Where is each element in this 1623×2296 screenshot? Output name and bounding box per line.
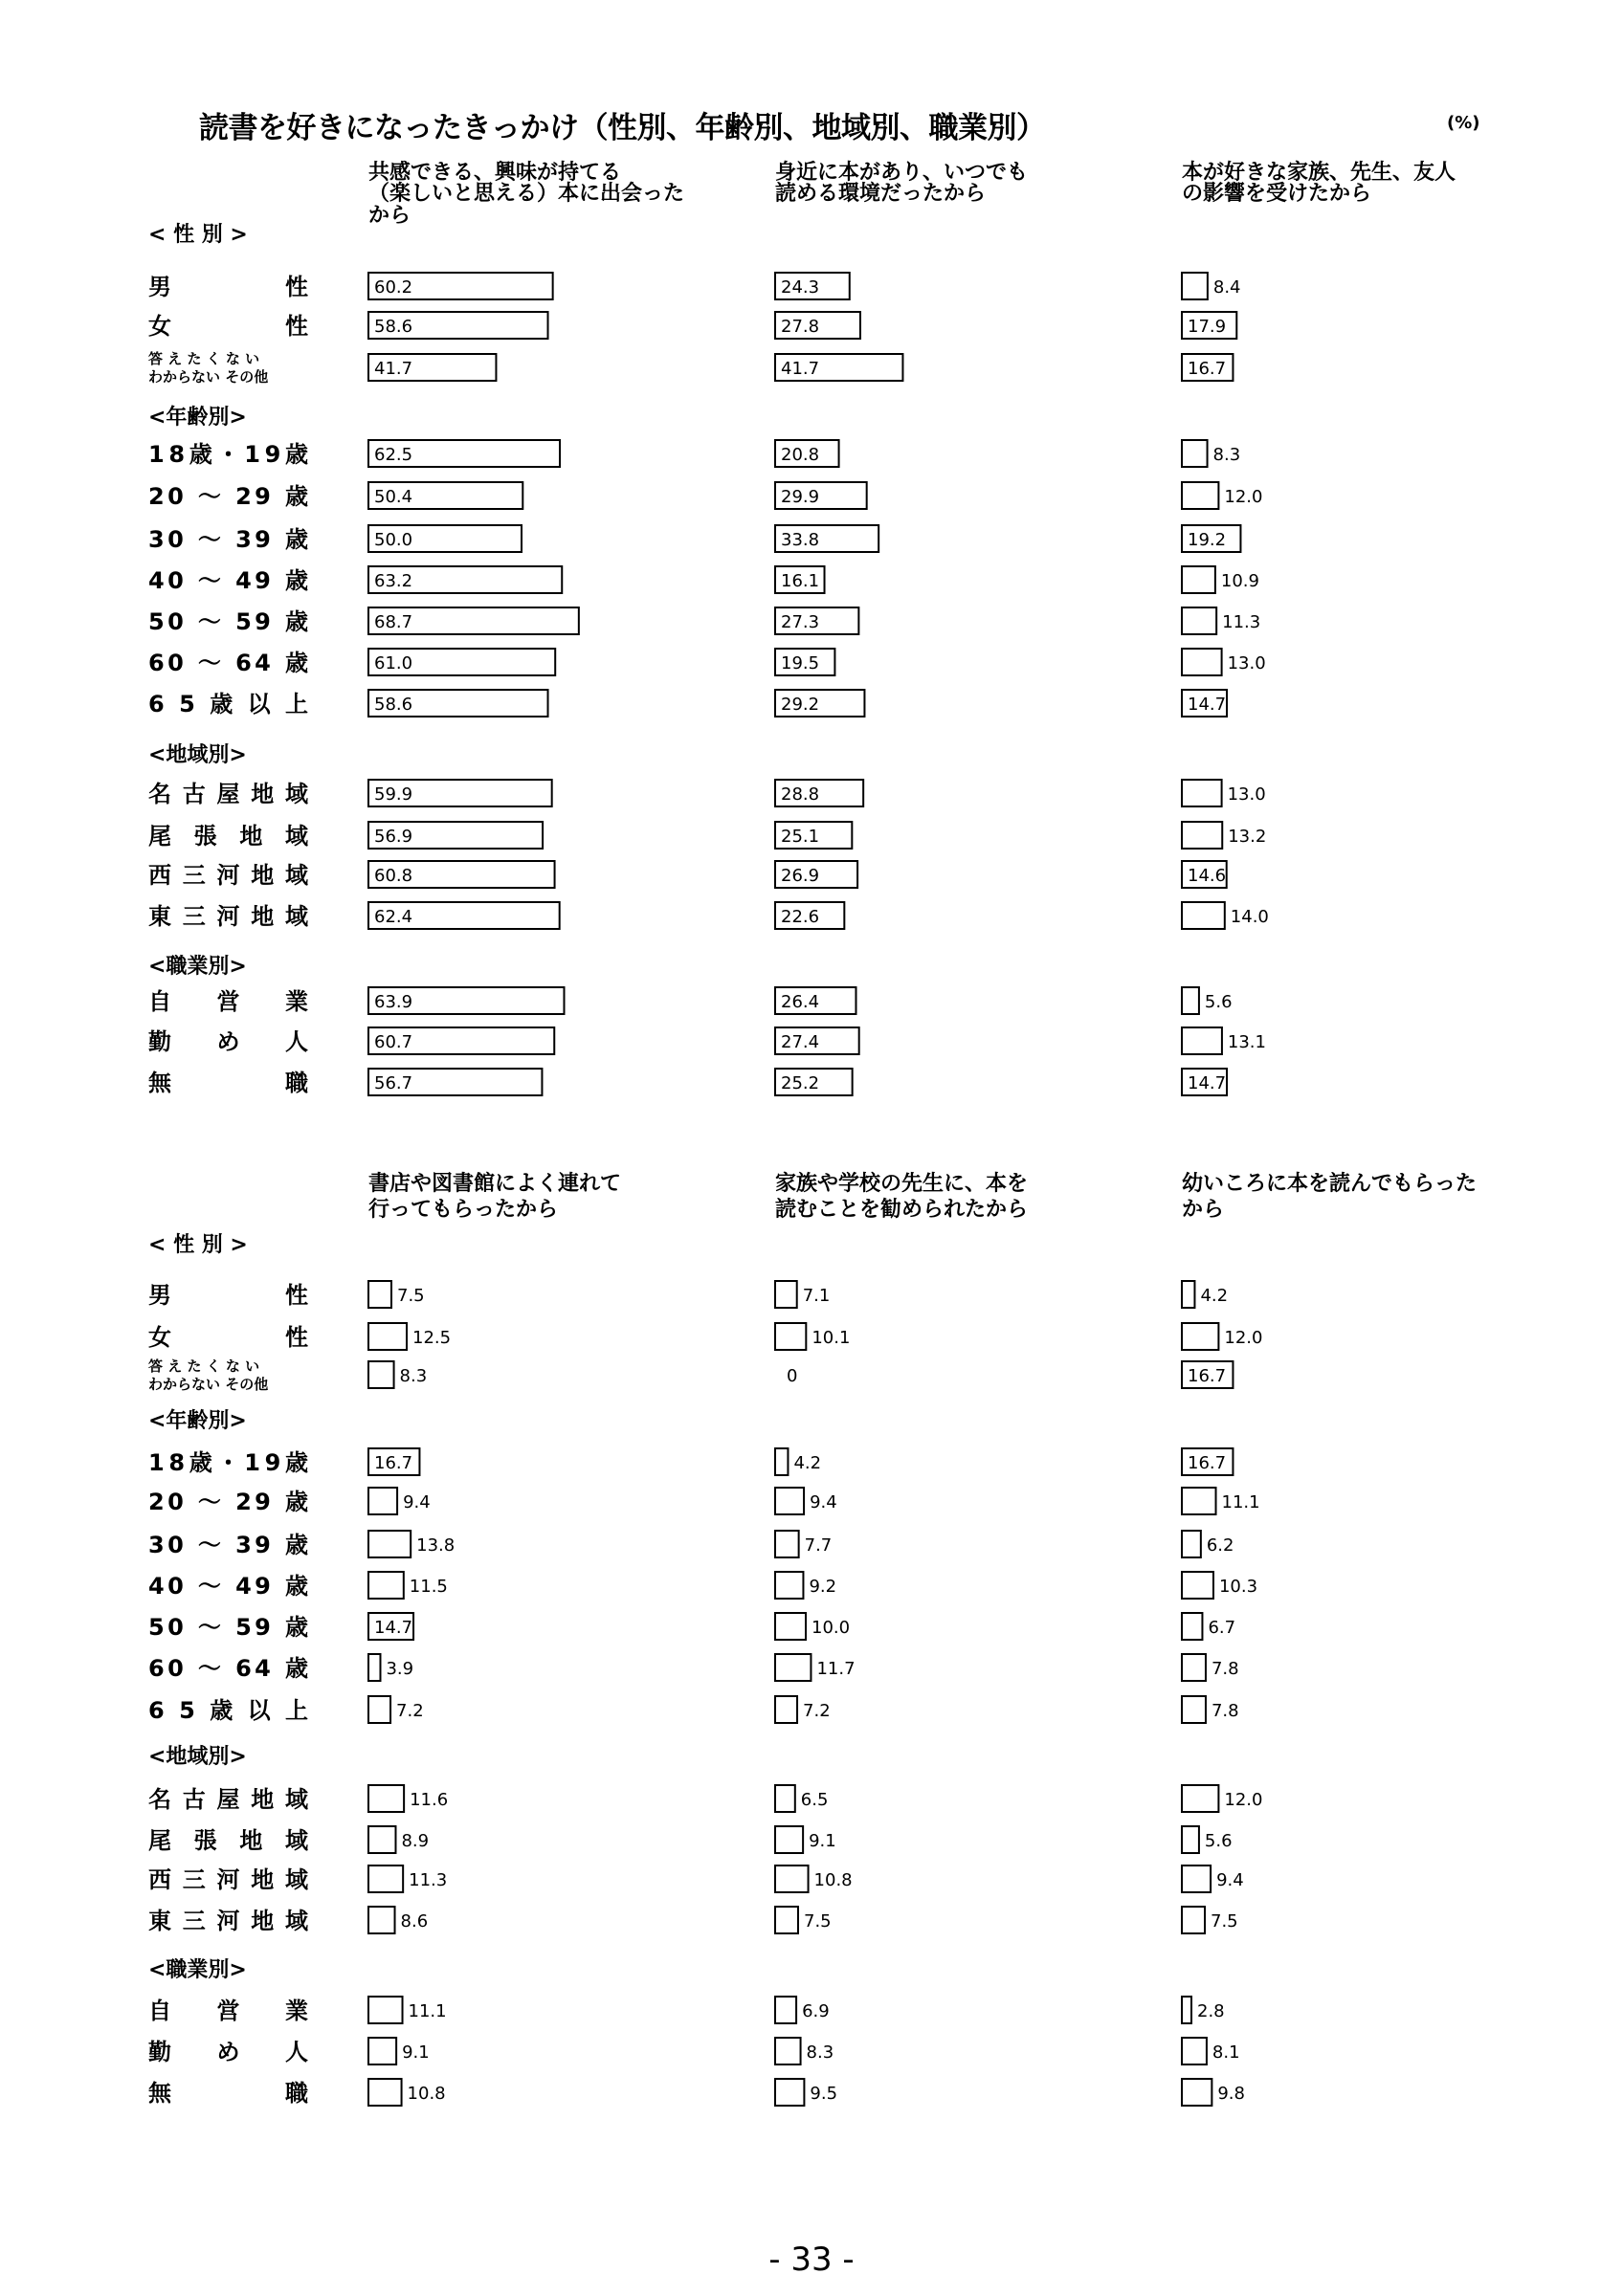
data-label: 26.9 xyxy=(781,866,820,886)
data-label: 9.2 xyxy=(809,1577,837,1597)
row-label: 尾 張 地 域 xyxy=(148,823,308,850)
row-label: 西三河地域 xyxy=(148,862,308,889)
data-label: 14.0 xyxy=(1230,907,1269,927)
bar xyxy=(775,1696,797,1723)
bar xyxy=(368,1696,390,1723)
data-label: 10.8 xyxy=(407,2084,446,2104)
data-label: 62.4 xyxy=(374,907,413,927)
data-label: 8.6 xyxy=(400,1911,429,1932)
bar xyxy=(1182,1531,1201,1557)
data-label: 10.1 xyxy=(812,1328,851,1348)
bar xyxy=(368,1654,380,1681)
bar xyxy=(368,1997,403,2023)
bar xyxy=(775,1448,788,1475)
data-label: 60.2 xyxy=(374,277,413,298)
row-label: 60 ～ 64 歳 xyxy=(148,1655,308,1682)
group-heading: <地域別> xyxy=(148,1745,247,1769)
row-label: 40 ～ 49 歳 xyxy=(148,1573,308,1600)
series-1-header-line: （楽しいと思える）本に出会った xyxy=(368,182,685,206)
bar xyxy=(368,1281,391,1308)
bar xyxy=(775,1997,796,2023)
row-label: 勤 め 人 xyxy=(148,2039,308,2065)
data-label: 9.4 xyxy=(1216,1870,1244,1890)
unit-label: (%) xyxy=(1447,113,1480,133)
series-2-header-line: 家族や学校の先生に、本を xyxy=(775,1172,1029,1196)
series-3-header-line: から xyxy=(1182,1198,1225,1222)
data-label: 7.5 xyxy=(804,1911,832,1932)
bar xyxy=(368,1826,395,1853)
data-label: 41.7 xyxy=(781,359,820,379)
row-label: 東三河地域 xyxy=(148,1908,308,1934)
bar xyxy=(1182,902,1225,929)
data-label: 41.7 xyxy=(374,359,413,379)
data-label: 22.6 xyxy=(781,907,820,927)
row-label: 答 え た く な い xyxy=(148,1358,260,1375)
row-label: 無 職 xyxy=(148,2080,308,2107)
data-label: 9.5 xyxy=(810,2084,838,2104)
data-label: 7.5 xyxy=(397,1286,425,1306)
data-label: 14.7 xyxy=(1188,695,1227,715)
data-label: 12.0 xyxy=(1224,487,1263,507)
data-label: 16.7 xyxy=(1188,359,1227,379)
bar xyxy=(775,2079,804,2106)
bar xyxy=(368,1488,397,1514)
data-label: 9.1 xyxy=(402,2042,430,2063)
data-label: 14.6 xyxy=(1188,866,1227,886)
data-label: 16.7 xyxy=(374,1453,413,1473)
data-label: 14.7 xyxy=(374,1618,413,1638)
bar xyxy=(775,1281,797,1308)
group-heading: <地域別> xyxy=(148,743,247,767)
data-label: 29.2 xyxy=(781,695,820,715)
data-label: 7.5 xyxy=(1211,1911,1238,1932)
data-label: 60.7 xyxy=(374,1032,413,1052)
data-label: 11.6 xyxy=(410,1790,449,1810)
row-label: 尾 張 地 域 xyxy=(148,1827,308,1854)
data-label: 10.3 xyxy=(1218,1577,1258,1597)
bar xyxy=(1182,607,1216,634)
data-label: 13.2 xyxy=(1228,827,1267,847)
bar xyxy=(1182,987,1199,1014)
data-label: 13.8 xyxy=(416,1535,456,1556)
bar xyxy=(775,1613,806,1640)
data-label: 12.0 xyxy=(1224,1328,1263,1348)
data-label: 62.5 xyxy=(374,445,413,465)
data-label: 26.4 xyxy=(781,992,820,1012)
data-label: 11.3 xyxy=(1222,612,1261,632)
bar xyxy=(1182,440,1208,467)
data-label: 11.7 xyxy=(816,1659,856,1679)
data-label: 11.1 xyxy=(1221,1492,1260,1512)
data-label: 13.0 xyxy=(1227,784,1266,805)
bar xyxy=(1182,1654,1206,1681)
bar xyxy=(1182,1997,1191,2023)
bar xyxy=(775,1323,806,1350)
row-label: 30 ～ 39 歳 xyxy=(148,526,308,553)
data-label: 29.9 xyxy=(781,487,820,507)
bar xyxy=(1182,273,1208,299)
group-heading: <年齢別> xyxy=(148,406,247,430)
data-label: 19.5 xyxy=(781,653,820,673)
row-label: 40 ～ 49 歳 xyxy=(148,567,308,594)
bar xyxy=(775,1654,811,1681)
series-2-header-line: 身近に本があり、いつでも xyxy=(775,161,1029,185)
row-label: 西三河地域 xyxy=(148,1866,308,1893)
bar xyxy=(775,1488,804,1514)
row-label: 6 5 歳 以 上 xyxy=(148,691,308,718)
data-label: 10.0 xyxy=(812,1618,851,1638)
data-label: 60.8 xyxy=(374,866,413,886)
data-label: 5.6 xyxy=(1204,1831,1233,1851)
data-label: 61.0 xyxy=(374,653,413,673)
data-label: 7.7 xyxy=(804,1535,833,1556)
bar xyxy=(1182,566,1215,593)
data-label: 24.3 xyxy=(781,277,820,298)
data-label: 2.8 xyxy=(1197,2001,1225,2021)
data-label: 63.9 xyxy=(374,992,413,1012)
data-label: 9.8 xyxy=(1217,2084,1246,2104)
data-label: 59.9 xyxy=(374,784,413,805)
row-label: わからない その他 xyxy=(148,1376,269,1393)
data-label: 4.2 xyxy=(793,1453,822,1473)
data-label: 25.2 xyxy=(781,1073,820,1093)
data-label: 56.7 xyxy=(374,1073,413,1093)
data-label: 8.3 xyxy=(806,2042,834,2063)
bar xyxy=(775,1826,803,1853)
bar xyxy=(1182,1696,1206,1723)
bar xyxy=(1182,1281,1194,1308)
bar xyxy=(368,2038,396,2064)
data-label: 7.8 xyxy=(1211,1701,1239,1721)
data-label: 10.8 xyxy=(813,1870,853,1890)
bar xyxy=(1182,1907,1205,1933)
page-number: - 33 - xyxy=(768,2241,855,2279)
row-label: 6 5 歳 以 上 xyxy=(148,1697,308,1724)
data-label: 9.4 xyxy=(810,1492,837,1512)
bar xyxy=(1182,1613,1202,1640)
row-label: 女 性 xyxy=(148,1324,308,1351)
data-label: 11.3 xyxy=(409,1870,448,1890)
data-label: 4.2 xyxy=(1200,1286,1229,1306)
data-label: 7.1 xyxy=(802,1286,831,1306)
bar xyxy=(368,1361,394,1388)
row-label: 自 営 業 xyxy=(148,988,308,1015)
data-label: 27.3 xyxy=(781,612,820,632)
bar xyxy=(1182,482,1218,509)
bar xyxy=(775,1907,798,1933)
data-label: 6.5 xyxy=(800,1790,829,1810)
bar xyxy=(368,1785,404,1812)
row-label: 18歳・19歳 xyxy=(148,441,308,468)
data-label: 7.2 xyxy=(396,1701,424,1721)
series-2-header-line: 読むことを勧められたから xyxy=(775,1198,1029,1222)
row-label: 勤 め 人 xyxy=(148,1028,308,1055)
data-label: 8.4 xyxy=(1212,277,1241,298)
data-label: 10.9 xyxy=(1220,571,1259,591)
data-label: 16.7 xyxy=(1188,1366,1227,1386)
data-label: 8.1 xyxy=(1212,2042,1240,2063)
bar xyxy=(775,1785,795,1812)
row-label: 答 え た く な い xyxy=(148,350,260,367)
bar xyxy=(368,1907,395,1933)
bar xyxy=(368,1531,411,1557)
data-label: 6.9 xyxy=(802,2001,830,2021)
group-heading: < 性 別 > xyxy=(148,223,248,247)
group-heading: <年齢別> xyxy=(148,1409,247,1433)
bar xyxy=(1182,2079,1212,2106)
data-label: 28.8 xyxy=(781,784,820,805)
page-title: 読書を好きになったきっかけ（性別、年齢別、地域別、職業別） xyxy=(199,111,1046,145)
data-label: 16.7 xyxy=(1188,1453,1227,1473)
data-label: 19.2 xyxy=(1188,530,1227,550)
row-label: 30 ～ 39 歳 xyxy=(148,1532,308,1558)
data-label: 12.0 xyxy=(1224,1790,1263,1810)
data-label: 8.3 xyxy=(399,1366,428,1386)
row-label: 名古屋地域 xyxy=(148,1786,308,1813)
series-2-header-line: 読める環境だったから xyxy=(775,182,987,206)
data-label: 6.7 xyxy=(1208,1618,1236,1638)
bar xyxy=(1182,649,1222,675)
bar xyxy=(1182,1572,1213,1599)
row-label: 60 ～ 64 歳 xyxy=(148,650,308,676)
bar xyxy=(368,1323,407,1350)
data-label: 27.4 xyxy=(781,1032,820,1052)
row-label: 20 ～ 29 歳 xyxy=(148,483,308,510)
chart-panel-top xyxy=(0,153,1623,1129)
bar xyxy=(1182,1866,1211,1892)
row-label: 名古屋地域 xyxy=(148,781,308,807)
data-label: 13.1 xyxy=(1227,1032,1266,1052)
data-label: 13.0 xyxy=(1227,653,1266,673)
row-label: 男 性 xyxy=(148,1282,308,1309)
bar xyxy=(775,1866,809,1892)
data-label: 7.8 xyxy=(1211,1659,1239,1679)
series-3-header-line: 本が好きな家族、先生、友人 xyxy=(1182,161,1456,185)
series-3-header-line: 幼いころに本を読んでもらった xyxy=(1182,1172,1478,1196)
series-3-header-line: の影響を受けたから xyxy=(1182,182,1372,206)
row-label: 男 性 xyxy=(148,274,308,300)
group-heading: <職業別> xyxy=(148,1958,247,1982)
bar xyxy=(1182,1488,1216,1514)
bar xyxy=(1182,822,1222,849)
series-1-header-line: から xyxy=(368,204,411,228)
row-label: 自 営 業 xyxy=(148,1998,308,2024)
data-label: 9.4 xyxy=(403,1492,431,1512)
row-label: 無 職 xyxy=(148,1070,308,1096)
data-label: 50.0 xyxy=(374,530,413,550)
row-label: 女 性 xyxy=(148,313,308,340)
bar xyxy=(1182,1323,1218,1350)
data-label: 7.2 xyxy=(803,1701,831,1721)
row-label: 東三河地域 xyxy=(148,903,308,930)
data-label: 17.9 xyxy=(1188,317,1227,337)
data-label: 9.1 xyxy=(809,1831,836,1851)
bar xyxy=(1182,1027,1222,1054)
data-label: 8.9 xyxy=(401,1831,430,1851)
data-label: 14.7 xyxy=(1188,1073,1227,1093)
data-label: 8.3 xyxy=(1212,445,1241,465)
row-label: わからない その他 xyxy=(148,368,269,386)
group-heading: < 性 別 > xyxy=(148,1233,248,1257)
data-label: 68.7 xyxy=(374,612,413,632)
series-1-header-line: 共感できる、興味が持てる xyxy=(368,161,622,185)
chart-panel-bottom xyxy=(0,1158,1623,2172)
data-label: 0 xyxy=(787,1366,798,1386)
data-label: 56.9 xyxy=(374,827,413,847)
data-label: 58.6 xyxy=(374,317,413,337)
row-label: 18歳・19歳 xyxy=(148,1449,308,1476)
data-label: 20.8 xyxy=(781,445,820,465)
data-label: 63.2 xyxy=(374,571,413,591)
bar xyxy=(368,1866,403,1892)
data-label: 11.1 xyxy=(408,2001,447,2021)
data-label: 12.5 xyxy=(412,1328,452,1348)
data-label: 58.6 xyxy=(374,695,413,715)
row-label: 20 ～ 29 歳 xyxy=(148,1489,308,1515)
data-label: 11.5 xyxy=(409,1577,448,1597)
data-label: 16.1 xyxy=(781,571,820,591)
data-label: 3.9 xyxy=(386,1659,414,1679)
bar xyxy=(1182,780,1222,806)
data-label: 5.6 xyxy=(1204,992,1233,1012)
bar xyxy=(1182,1826,1199,1853)
series-1-header-line: 書店や図書館によく連れて xyxy=(368,1172,622,1196)
bar xyxy=(368,2079,402,2106)
bar xyxy=(775,1572,803,1599)
row-label: 50 ～ 59 歳 xyxy=(148,1614,308,1641)
bar xyxy=(775,2038,801,2064)
data-label: 25.1 xyxy=(781,827,820,847)
data-label: 50.4 xyxy=(374,487,413,507)
data-label: 6.2 xyxy=(1206,1535,1234,1556)
data-label: 27.8 xyxy=(781,317,820,337)
bar xyxy=(1182,1785,1218,1812)
group-heading: <職業別> xyxy=(148,955,247,979)
bar xyxy=(368,1572,404,1599)
bar xyxy=(775,1531,799,1557)
bar xyxy=(1182,2038,1207,2064)
data-label: 33.8 xyxy=(781,530,820,550)
row-label: 50 ～ 59 歳 xyxy=(148,608,308,635)
series-1-header-line: 行ってもらったから xyxy=(368,1198,559,1222)
